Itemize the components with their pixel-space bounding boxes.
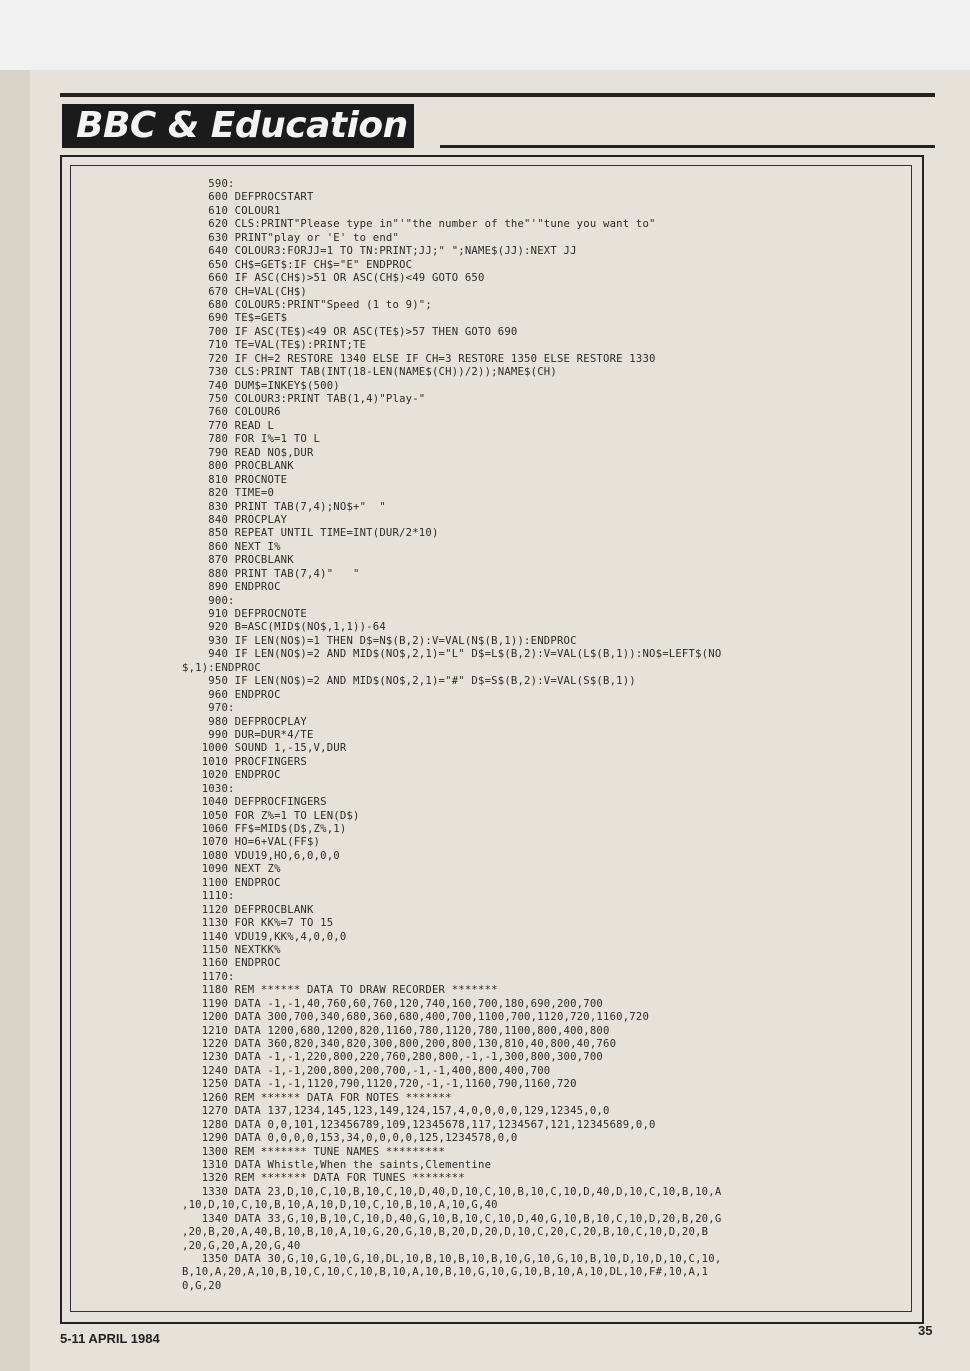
code-line: 1020 ENDPROC [182, 769, 281, 782]
code-line: 840 PROCPLAY [182, 513, 288, 526]
code-line: 1280 DATA 0,0,101,123456789,109,12345678,117,1234567,121,12345689,0,0 [182, 1118, 656, 1131]
code-line: 870 PROCBLANK [182, 554, 294, 567]
code-line: 660 IF ASC(CH$)>51 OR ASC(CH$)<49 GOTO 650 [182, 272, 485, 285]
code-line: 1010 PROCFINGERS [182, 755, 307, 768]
scan-background-top [0, 0, 970, 70]
code-line: 790 READ NO$,DUR [182, 446, 314, 459]
code-line: 600 DEFPROCSTART [182, 191, 314, 204]
code-line: 910 DEFPROCNOTE [182, 608, 307, 620]
code-line: 830 PRINT TAB(7,4);NO$+" " [182, 500, 386, 513]
code-line: 1330 DATA 23,D,10,C,10,B,10,C,10,D,40,D,10,C,10,B,10,C,10,D,40,D,10,C,10,B,10,A [182, 1185, 722, 1198]
code-line: 1090 NEXT Z% [182, 863, 281, 876]
code-line: 760 COLOUR6 [182, 406, 281, 419]
code-line: 1060 FF$=MID$(D$,Z%,1) [182, 823, 347, 835]
code-line: 1050 FOR Z%=1 TO LEN(D$) [182, 809, 360, 822]
code-line: 1180 REM ****** DATA TO DRAW RECORDER ******* [182, 984, 498, 997]
code-line: 1260 REM ****** DATA FOR NOTES ******* [182, 1091, 452, 1104]
code-line: 1080 VDU19,HO,6,0,0,0 [182, 849, 340, 862]
code-line: 710 TE=VAL(TE$):PRINT;TE [182, 339, 367, 352]
code-line: 1140 VDU19,KK%,4,0,0,0 [182, 930, 347, 943]
code-line: 690 TE$=GET$ [182, 312, 288, 325]
code-line: 1190 DATA -1,-1,40,760,60,760,120,740,160,700,180,690,200,700 [182, 997, 603, 1010]
code-line: 940 IF LEN(NO$)=2 AND MID$(NO$,2,1)="L" D$=L$(B,2):V=VAL(L$(B,1)):NO$=LEFT$(NO [182, 648, 722, 661]
code-line: 700 IF ASC(TE$)<49 OR ASC(TE$)>57 THEN GOTO 690 [182, 325, 518, 338]
issue-date: 5-11 APRIL 1984 [60, 1331, 160, 1346]
code-line: 620 CLS:PRINT"Please type in"'"the number of the"'"tune you want to" [182, 218, 656, 231]
code-line: 750 COLOUR3:PRINT TAB(1,4)"Play-" [182, 393, 426, 405]
code-line: 1150 NEXTKK% [182, 943, 281, 956]
code-line: 850 REPEAT UNTIL TIME=INT(DUR/2*10) [182, 527, 439, 540]
code-line: 780 FOR I%=1 TO L [182, 433, 321, 446]
code-line: 680 COLOUR5:PRINT"Speed (1 to 9)"; [182, 298, 432, 311]
code-line: 1200 DATA 300,700,340,680,360,680,400,700,1100,700,1120,720,1160,720 [182, 1011, 650, 1024]
code-line: B,10,A,20,A,10,B,10,C,10,C,10,B,10,A,10,B,10,G,10,G,10,B,10,A,10,DL,10,F#,10,A,1 [182, 1266, 709, 1279]
code-line: 890 ENDPROC [182, 581, 281, 594]
code-line: 1290 DATA 0,0,0,0,153,34,0,0,0,0,125,1234578,0,0 [182, 1132, 518, 1145]
code-line: 1040 DEFPROCFINGERS [182, 796, 327, 809]
code-line: 1270 DATA 137,1234,145,123,149,124,157,4,0,0,0,0,129,12345,0,0 [182, 1105, 610, 1118]
code-line: 970: [182, 702, 235, 715]
code-line: 730 CLS:PRINT TAB(INT(18-LEN(NAME$(CH))/2));NAME$(CH) [182, 366, 557, 379]
section-masthead: BBC & Education [62, 104, 414, 148]
code-line: 930 IF LEN(NO$)=1 THEN D$=N$(B,2):V=VAL(N$(B,1)):ENDPROC [182, 634, 577, 647]
code-line: 1340 DATA 33,G,10,B,10,C,10,D,40,G,10,B,10,C,10,D,40,G,10,B,10,C,10,D,20,B,20,G [182, 1212, 722, 1225]
code-line: 800 PROCBLANK [182, 460, 294, 473]
code-line: 820 TIME=0 [182, 487, 275, 500]
program-listing [182, 178, 882, 1293]
code-line: 900: [182, 594, 235, 607]
code-line: 720 IF CH=2 RESTORE 1340 ELSE IF CH=3 RESTORE 1350 ELSE RESTORE 1330 [182, 352, 656, 365]
code-line: 1210 DATA 1200,680,1200,820,1160,780,1120,780,1100,800,400,800 [182, 1024, 610, 1037]
code-line: 950 IF LEN(NO$)=2 AND MID$(NO$,2,1)="#" D$=S$(B,2):V=VAL(S$(B,1)) [182, 675, 636, 688]
page-number: 35 [918, 1323, 933, 1338]
code-line: 810 PROCNOTE [182, 473, 288, 486]
code-line: 1000 SOUND 1,-15,V,DUR [182, 742, 347, 755]
code-line: 1120 DEFPROCBLANK [182, 903, 314, 916]
code-line: 1230 DATA -1,-1,220,800,220,760,280,800,-1,-1,300,800,300,700 [182, 1051, 603, 1064]
code-line: 1310 DATA Whistle,When the saints,Clementine [182, 1158, 492, 1171]
code-line: 960 ENDPROC [182, 688, 281, 701]
code-line: 1100 ENDPROC [182, 876, 281, 889]
code-line: ,20,G,20,A,20,G,40 [182, 1239, 301, 1252]
code-line: 0,G,20 [182, 1279, 222, 1292]
code-line: 1320 REM ******* DATA FOR TUNES ******** [182, 1172, 465, 1185]
code-line: 980 DEFPROCPLAY [182, 715, 307, 728]
code-line: 1220 DATA 360,820,340,820,300,800,200,800,130,810,40,800,40,760 [182, 1038, 617, 1050]
header-rule [60, 93, 935, 97]
code-line: 920 B=ASC(MID$(NO$,1,1))-64 [182, 621, 386, 634]
code-line: ,10,D,10,C,10,B,10,A,10,D,10,C,10,B,10,A,10,G,40 [182, 1199, 498, 1212]
code-line: ,20,B,20,A,40,B,10,B,10,A,10,G,20,G,10,B,20,D,20,D,10,C,20,C,20,B,10,C,10,D,20,B [182, 1226, 709, 1239]
code-line: 1350 DATA 30,G,10,G,10,G,10,DL,10,B,10,B,10,B,10,G,10,G,10,B,10,D,10,D,10,C,10, [182, 1253, 722, 1265]
code-line: 860 NEXT I% [182, 540, 281, 553]
code-line: 1030: [182, 782, 235, 795]
code-line: 740 DUM$=INKEY$(500) [182, 379, 340, 392]
code-line: 1250 DATA -1,-1,1120,790,1120,720,-1,-1,1160,790,1160,720 [182, 1078, 577, 1091]
code-line: 670 CH=VAL(CH$) [182, 285, 307, 298]
code-line: 1130 FOR KK%=7 TO 15 [182, 917, 334, 930]
code-line: 880 PRINT TAB(7,4)" " [182, 567, 360, 580]
code-line: 650 CH$=GET$:IF CH$="E" ENDPROC [182, 258, 413, 271]
code-line: 1300 REM ******* TUNE NAMES ********* [182, 1145, 446, 1158]
code-line: 1070 HO=6+VAL(FF$) [182, 836, 321, 849]
code-line: 610 COLOUR1 [182, 204, 281, 217]
code-line: 640 COLOUR3:FORJJ=1 TO TN:PRINT;JJ;" ";NAME$(JJ):NEXT JJ [182, 245, 577, 258]
code-line: 1170: [182, 970, 235, 983]
code-line: 1110: [182, 890, 235, 903]
code-line: 1160 ENDPROC [182, 957, 281, 970]
code-line: 990 DUR=DUR*4/TE [182, 728, 314, 741]
masthead-rule [440, 145, 935, 148]
code-line: 770 READ L [182, 419, 275, 432]
code-line: 630 PRINT"play or 'E' to end" [182, 231, 400, 244]
code-line: 1240 DATA -1,-1,200,800,200,700,-1,-1,400,800,400,700 [182, 1064, 551, 1077]
magazine-spine [0, 70, 32, 1371]
code-line: 590: [182, 178, 235, 190]
code-line: $,1):ENDPROC [182, 661, 261, 674]
